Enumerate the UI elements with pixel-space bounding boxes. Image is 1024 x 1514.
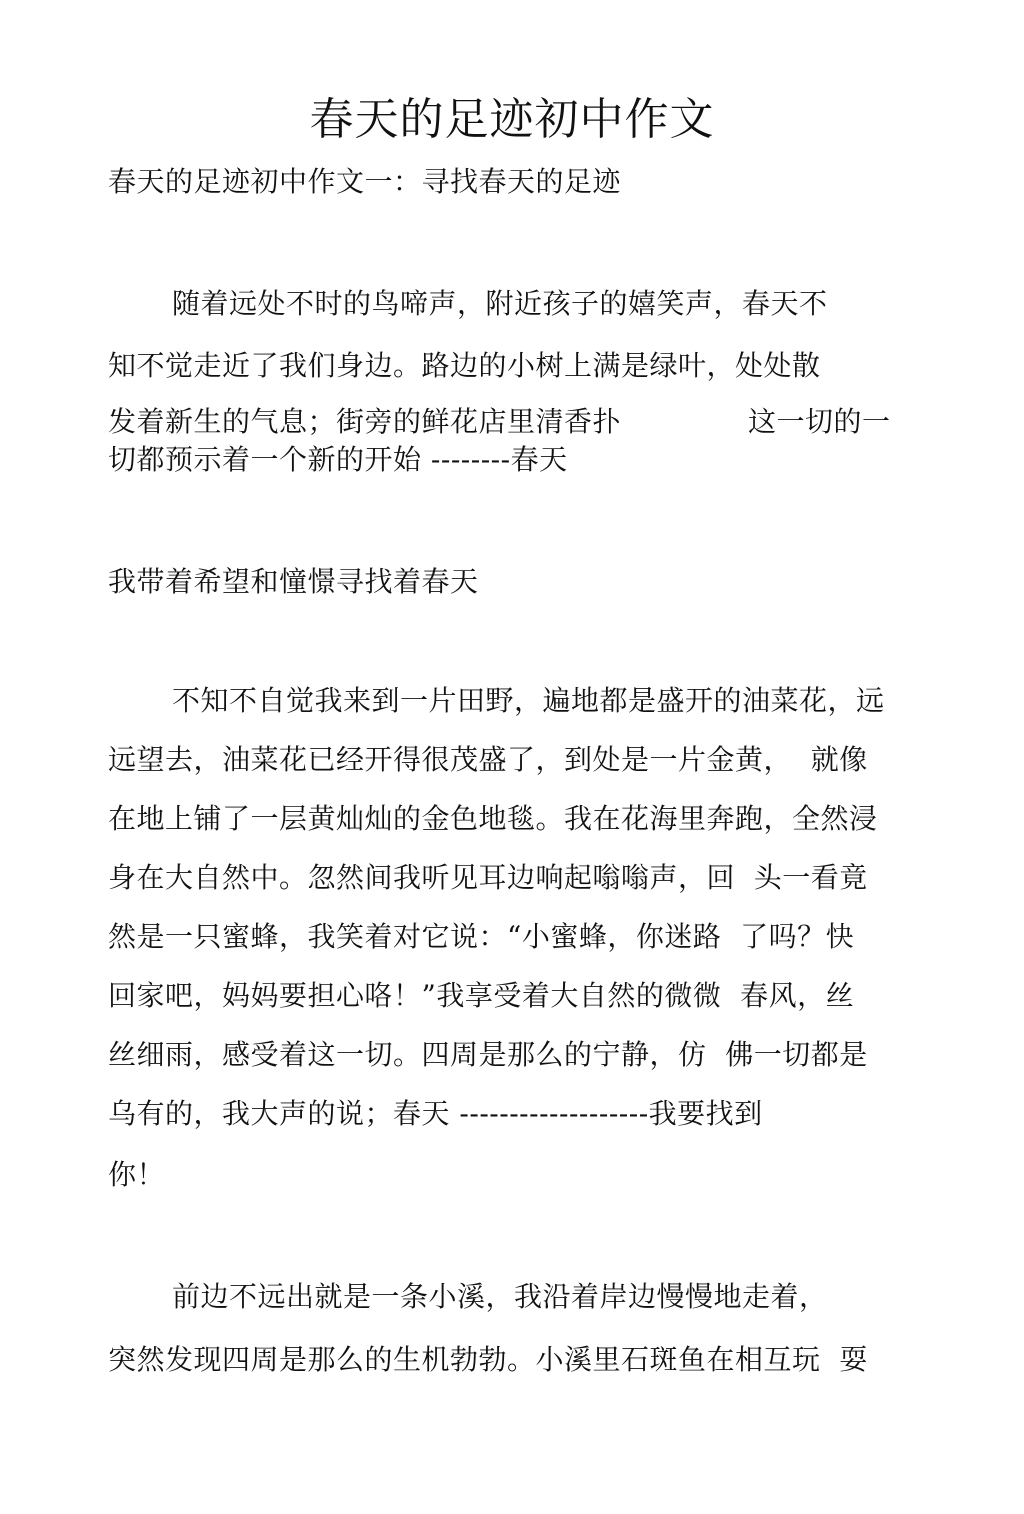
subtitle: 春天的足迹初中作文一：寻找春天的足迹: [108, 165, 622, 198]
paragraph-3-line-8: 乌有的，我大声的说；春天 -------------------我要找到: [108, 1097, 763, 1130]
paragraph-3-line-1: 不知不自觉我来到一片田野，遍地都是盛开的油菜花，远: [172, 684, 885, 717]
paragraph-1-line-3: 发着新生的气息；街旁的鲜花店里清香扑: [108, 405, 622, 438]
paragraph-3-line-9: 你！: [108, 1158, 166, 1191]
paragraph-3-line-5: 然是一只蜜蜂，我笑着对它说：“小蜜蜂，你迷路 了吗？快: [108, 920, 855, 953]
paragraph-3-line-7: 丝细雨，感受着这一切。四周是那么的宁静，仿 佛一切都是: [108, 1038, 868, 1071]
paragraph-1-line-2: 知不觉走近了我们身边。路边的小树上满是绿叶，处处散: [108, 349, 821, 382]
paragraph-4-line-1: 前边不远出就是一条小溪，我沿着岸边慢慢地走着，: [172, 1280, 828, 1313]
paragraph-1-line-3-tail: 这一切的一: [748, 405, 891, 438]
paragraph-2: 我带着希望和憧憬寻找着春天: [108, 565, 479, 598]
paragraph-4-line-2: 突然发现四周是那么的生机勃勃。小溪里石斑鱼在相互玩 耍: [108, 1343, 868, 1376]
paragraph-1-line-4: 切都预示着一个新的开始 --------春天: [108, 443, 568, 476]
paragraph-1-line-1: 随着远处不时的鸟啼声，附近孩子的嬉笑声，春天不: [172, 287, 828, 320]
paragraph-3-line-3: 在地上铺了一层黄灿灿的金色地毯。我在花海里奔跑，全然浸: [108, 802, 878, 835]
paragraph-3-line-6: 回家吧，妈妈要担心咯！”我享受着大自然的微微 春风，丝: [108, 979, 855, 1012]
document-title: 春天的足迹初中作文: [309, 94, 715, 145]
paragraph-3-line-2: 远望去，油菜花已经开得很茂盛了，到处是一片金黄， 就像: [108, 743, 868, 776]
paragraph-3-line-4: 身在大自然中。忽然间我听见耳边响起嗡嗡声，回 头一看竟: [108, 861, 868, 894]
